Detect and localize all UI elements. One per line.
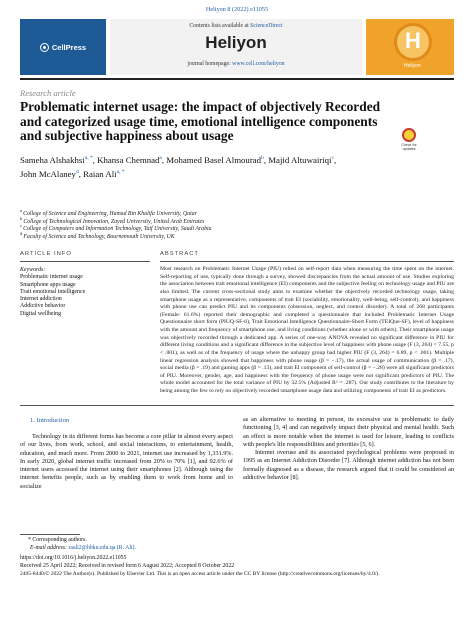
author-name[interactable]: Raian Ali <box>83 168 117 179</box>
check-updates-icon <box>402 128 416 142</box>
author-affiliation-mark[interactable]: c <box>331 155 334 161</box>
affiliation-text: College of Science and Engineering, Hamad Bin Khalifa University, Qatar <box>23 210 197 217</box>
homepage-link[interactable]: www.cell.com/heliyon <box>232 61 285 67</box>
abstract-rule <box>160 261 454 262</box>
abstract-bottom-rule <box>20 405 454 406</box>
masthead <box>20 19 454 75</box>
cover-letter: H <box>405 28 421 53</box>
keywords-list <box>20 274 85 318</box>
masthead-rule <box>20 78 454 80</box>
affiliation-text: Faculty of Science and Technology, Bournemouth University, UK <box>23 233 175 240</box>
keyword-item: Digital wellbeing <box>20 310 62 317</box>
article-info-rule <box>20 261 150 262</box>
cover-journal-name: Heliyon <box>404 63 421 69</box>
affiliation-item <box>20 230 460 241</box>
article-type: Research article <box>20 88 76 98</box>
affiliation-mark: b <box>20 215 24 221</box>
introduction-paragraph-2: Internet overuse and its associated psychological problems were proposed in 1995 as an Internet Addiction Disorder [7]. Although internet addiction has not been formally diagnosed as a disease, the research argued that it could be considered an addictive behavior [8]. <box>243 449 454 482</box>
author-affiliation-mark[interactable]: a, * <box>116 168 125 175</box>
author-affiliation-mark[interactable]: b <box>261 155 264 161</box>
abstract-text: Most research on Problematic Internet Usage (PIU) relied on self-report data when measuring the time spent on the internet. Self-reporting of use, typically done through a survey, showed discrepancies from the actual amount of use. Studies exploring the association between trait emotional intelligence (EI) components and the subjective feeling on technology usage and PIU are also limited. The current cross-sectional study aims to examine whether the objectively recorded technology usage, taking smartphone usage as a representative, components of trait EI (sociability, emotionality, well-being, self-control), and happiness with phone use can predict PIU and its components (obsession, neglect, and control disorder). A total of 268 participants (Female: 61.6%) reported their demographic and completed a questionnaire that included Problematic Internet Usage Questionnaire short form (PIUQ-SF-6), Trait Emotional Intelligence Questionnaire-Short Form (TEIQue-SF), level of happiness with the amount and frequency of smartphone use, and living conditions (whether alone or with others). Their smartphone usage was objectively recorded through a dedicated app. A series of one-way ANOVA revealed no significant difference in PIU for different living conditions and a significant difference in the subjective level of happiness with phone usage (F (3, 264) = 7.55, p < .001), as well as of the frequency of usage where the unhappy group had higher PIU (F (3, 264) = 6.89, p < .001). Multiple linear regression analysis showed that happiness with phone usage (β = −.17), the actual usage of communication (β = .17), social media (β = .19) and gaming apps (β = .13), and trait EI component of self-control (β = −.28) were all significant predictors of PIU. Moreover, gender, age, and happiness with the frequency of phone usage were not significant predictors of PIU. The whole model accounted for the total variance of PIU by 32.5% (Adjusted R² = .287). Our study contributes to the literature by being among the few to rely on objectively recorded smartphone usage data and utilizing components of trait EI as predictors. <box>160 266 454 394</box>
introduction-heading[interactable]: 1. Introduction <box>30 417 70 424</box>
journal-reference[interactable]: Heliyon 8 (2022) e11055 <box>205 6 269 13</box>
cellpress-mark-icon <box>40 43 49 52</box>
introduction-left-column: Technology in its different forms has become a core pillar in almost every aspect of our lives, from work, school, and social interactions, to entertainment, health, education, and much more. From 2000 to 2021, internet use increased by 1,331.9%. In early 2020, global internet traffic increased from 20% to 70% [1], and 92.6% of internet users accessed the internet using their smartphones [2]. Although using the internet benefits people, such as by enabling them to work from home and to socialize <box>20 433 233 490</box>
abstract-heading: ABSTRACT <box>160 251 199 257</box>
author-affiliation-mark[interactable]: d <box>75 168 79 175</box>
journal-name: Heliyon <box>205 33 267 52</box>
keyword-item: Internet addiction <box>20 296 62 303</box>
article-title: Problematic internet usage: the impact of objectively Recorded and categorized usage time, emotional intelligence components and subjective happiness about usage <box>20 99 381 144</box>
received-dates: Received 25 April 2022; Received in revised form 6 August 2022; Accepted 8 October 2022 <box>20 563 235 569</box>
keyword-item: Smartphone apps usage <box>20 281 76 288</box>
cellpress-logo-text: CellPress <box>51 42 87 52</box>
affiliation-mark: a <box>20 208 24 213</box>
keyword-item: Trait emotional intelligence <box>20 288 86 295</box>
sciencedirect-link[interactable]: ScienceDirect <box>250 23 283 29</box>
author-name[interactable]: Khansa Chemnad <box>97 154 160 165</box>
email-line: E-mail address: raali2@hbku.edu.qa (R. Ali). <box>30 545 136 551</box>
author-name[interactable]: Mohamed Basel Almourad <box>166 154 262 165</box>
keyword-item: Problematic internet usage <box>20 274 83 281</box>
email-link[interactable]: raali2@hbku.edu.qa (R. Ali). <box>68 545 136 551</box>
author-name[interactable]: John McAlaney <box>20 168 76 179</box>
authors-line-2: John McAlaney$^d$, Raian Ali$^{a, *}$ <box>20 168 125 179</box>
author-affiliation-mark[interactable]: a <box>159 155 162 161</box>
check-updates-label: Check for updates <box>401 143 417 151</box>
contents-line: Contents lists available at ScienceDirect <box>189 23 283 29</box>
author-name[interactable]: Majid Altuwairiqi <box>268 154 332 165</box>
authors-line-1: Sameha Alshakhsi$^{a, *}$, Khansa Chemnad$^a$, Mohamed Basel Almourad$^b$, Majid Altuwairiqi$^c$, <box>20 154 337 165</box>
journal-cover[interactable] <box>366 19 454 75</box>
article-info-heading: ARTICLE INFO <box>20 251 72 257</box>
introduction-paragraph-1: as an alternative to meeting in person, its excessive use is problematic to daily functioning [3, 4] and can negatively impact their physical and mental health. Such an effect is more notable when the internet is used for leisure, leading to conflicts with people's life responsibilities and priorities [5, 6]. <box>243 416 454 448</box>
author-list <box>20 153 460 180</box>
check-for-updates-button[interactable] <box>400 128 418 150</box>
doi-link[interactable]: https://doi.org/10.1016/j.heliyon.2022.e11055 <box>20 555 127 561</box>
affiliation-text: College of Technological Innovation, Zayed University, United Arab Emirates <box>23 218 205 225</box>
keyword-item: Addictive behavior <box>20 303 66 310</box>
homepage-line: journal homepage: www.cell.com/heliyon <box>187 61 285 67</box>
affiliation-text: College of Computers and Information Technology, Taif University, Saudi Arabia <box>23 226 212 233</box>
copyright-notice: 2405-8440/© 2022 The Author(s). Published by Elsevier Ltd. This is an open access article under the CC BY license (http://creativecommons.org/licenses/by/4.0/). <box>20 571 380 577</box>
introduction-right-column <box>243 416 454 482</box>
cellpress-logo[interactable] <box>20 19 106 75</box>
journal-banner <box>110 19 362 75</box>
author-name[interactable]: Sameha Alshakhsi <box>20 154 85 165</box>
keywords-label: Keywords: <box>20 267 46 273</box>
keywords-block <box>20 267 85 318</box>
corresponding-note: * Corresponding authors. <box>28 537 87 543</box>
affiliation-mark: c <box>20 223 24 229</box>
footnote-rule <box>20 534 80 535</box>
affiliation-mark: d <box>20 230 24 236</box>
author-affiliation-mark[interactable]: a, * <box>84 155 93 161</box>
